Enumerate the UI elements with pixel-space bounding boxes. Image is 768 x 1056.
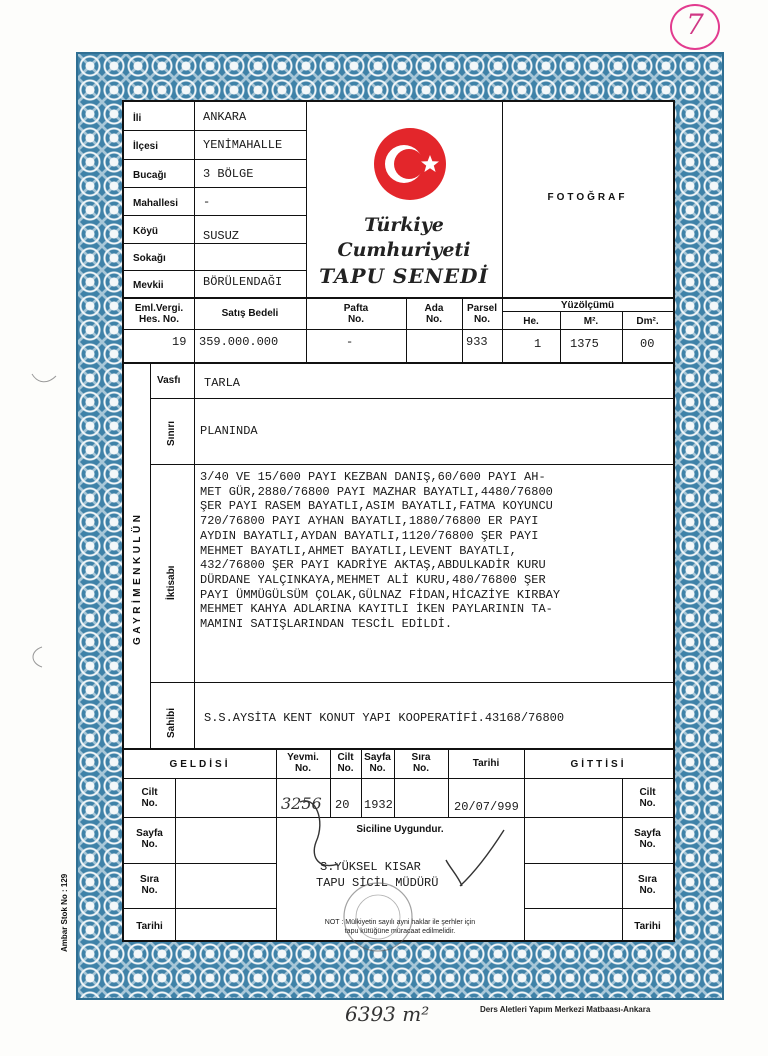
sira-col-label: Sıra No. [411,752,431,774]
gittisi-label: GİTTİSİ [570,759,627,770]
sayfa-row-right: Sayfa No. [634,828,661,850]
pafta-value: - [346,335,354,349]
sira-row-right: Sıra No. [638,874,657,896]
signature [290,790,520,900]
page-number: 7 [686,8,704,41]
yevmi-label: Yevmi. No. [287,752,319,774]
m2-value: 1375 [570,337,599,351]
iktisabi-label: İktisabı [166,565,177,600]
sinir-value: PLANINDA [200,424,258,438]
iktisabi-text [200,470,670,632]
note-text: NOT : Mülkiyetin sayılı ayni haklar ile şerhler için tapu kütüğüne müracaat edilmelidir. [324,919,476,935]
mevki-label: Mevkii [133,280,164,291]
bucak-value: 3 BÖLGE [203,167,254,181]
iktisabi-line: 432/76800 ŞER PAYI KADRİYE AKTAŞ,ABDULKADİR KURU [200,558,546,573]
margin-mark [28,645,52,669]
yevmi-value: 3256 [281,794,322,813]
cilt-row-right: Cilt No. [639,787,656,809]
stock-number: Ambar Stok No : 129 [60,873,69,952]
iktisabi-line: ŞER PAYI RASEM BAYATLI,ASIM BAYATLI,FATMA KOYUNCU [200,499,553,514]
pafta-label: Pafta No. [343,303,369,325]
il-value: ANKARA [203,110,247,124]
mahalle-value: - [203,195,211,209]
he-value: 1 [534,337,542,351]
cilt-row-left: Cilt No. [141,787,158,809]
iktisabi-line: MEHMET KAHYA ADLARINA KAYITLI İKEN PAYLARININ TA- [200,602,553,617]
koy-label: Köyü [133,226,158,237]
sahibi-value: S.S.AYSİTA KENT KONUT YAPI KOOPERATİFİ.43168/76800 [204,711,565,725]
title-turkiye: Türkiye [364,214,444,236]
handwritten-area: 6393 m² [345,1002,430,1026]
turkish-flag-emblem [366,128,454,200]
iktisabi-line: 3/40 VE 15/600 PAYI KEZBAN DANIŞ,60/600 PAYI AH- [200,470,546,484]
sokak-label: Sokağı [133,253,166,264]
margin-mark [30,370,60,390]
tarihi-row-right: Tarihi [634,921,661,932]
vasfi-label: Vasfı [157,375,181,386]
iktisabi-line: AYDIN BAYATLI,AYDAN BAYATLI,1120/76800 ŞER PAYI [200,528,539,543]
title-cumhuriyeti: Cumhuriyeti [337,239,471,261]
printer-credit: Ders Aletleri Yapım Merkezi Matbaası-Ankara [480,1005,651,1014]
eml-label: Eml.Vergi. Hes. No. [134,303,184,325]
koy-value: SUSUZ [203,229,240,243]
tarihi-value: 20/07/999 [454,800,519,814]
tarihi-row-left: Tarihi [136,921,163,932]
geldisi-label: GELDİSİ [169,759,231,770]
gayrimenkul-side-label: GAYRİMENKULÜN [132,511,143,645]
cilt-col-label: Cilt No. [337,752,354,774]
iktisabi-line: PAYI ÜMMÜGÜLSÜM ÇOLAK,GÜLNAZ FİDAN,HİCAZİYE KIRBAY [200,587,561,602]
officer-title: TAPU SİCİL MÜDÜRÜ [316,876,439,890]
dm2-label: Dm². [636,316,659,327]
title-tapu-senedi: TAPU SENEDİ [319,264,489,288]
iktisabi-line: DÜRDANE YALÇINKAYA,MEHMET ALİ KURU,480/76800 ŞER [200,572,546,587]
ilce-value: YENİMAHALLE [203,138,283,152]
m2-label: M². [583,316,599,327]
eml-value: 19 [172,335,187,349]
sira-row-left: Sıra No. [140,874,159,896]
yuzolcumu-label: Yüzölçümü [560,300,615,311]
mevki-value: BÖRÜLENDAĞI [203,275,283,289]
parsel-label: Parsel No. [466,303,498,325]
sinir-label: Sınırı [166,420,177,446]
sayfa-value: 1932 [364,798,393,812]
sayfa-row-left: Sayfa No. [136,828,163,850]
il-label: İli [133,113,142,124]
photo-label: FOTOĞRAF [547,192,628,203]
iktisabi-line: MEHMET BAYATLI,AHMET BAYATLI,LEVENT BAYATLI, [200,543,517,558]
cilt-value: 20 [335,798,350,812]
sayfa-col-label: Sayfa No. [364,752,391,774]
sahibi-label: Sahibi [166,707,177,738]
ilce-label: İlçesi [133,141,159,152]
officer-name: S.YÜKSEL KISAR [320,860,421,874]
sicil-uygun: Siciline Uygundur. [356,824,444,835]
vasfi-value: TARLA [204,376,241,390]
iktisabi-line: 720/76800 PAYI AYHAN BAYATLI,1880/76800 ER PAYI [200,514,539,529]
ada-label: Ada No. [424,303,444,325]
iktisabi-line: MAMINI SATIŞLARINDAN TESCİL EDİLDİ. [200,617,453,632]
mahalle-label: Mahallesi [133,198,179,209]
satis-value: 359.000.000 [199,335,279,349]
bucak-label: Bucağı [133,170,167,181]
satis-label: Satış Bedeli [221,308,279,319]
parsel-value: 933 [466,335,488,349]
he-label: He. [523,316,539,327]
tarihi-col-label: Tarihi [472,758,500,769]
iktisabi-line: MET GÜR,2880/76800 PAYI MAZHAR BAYATLI,4480/76800 [200,484,553,499]
dm2-value: 00 [640,337,655,351]
